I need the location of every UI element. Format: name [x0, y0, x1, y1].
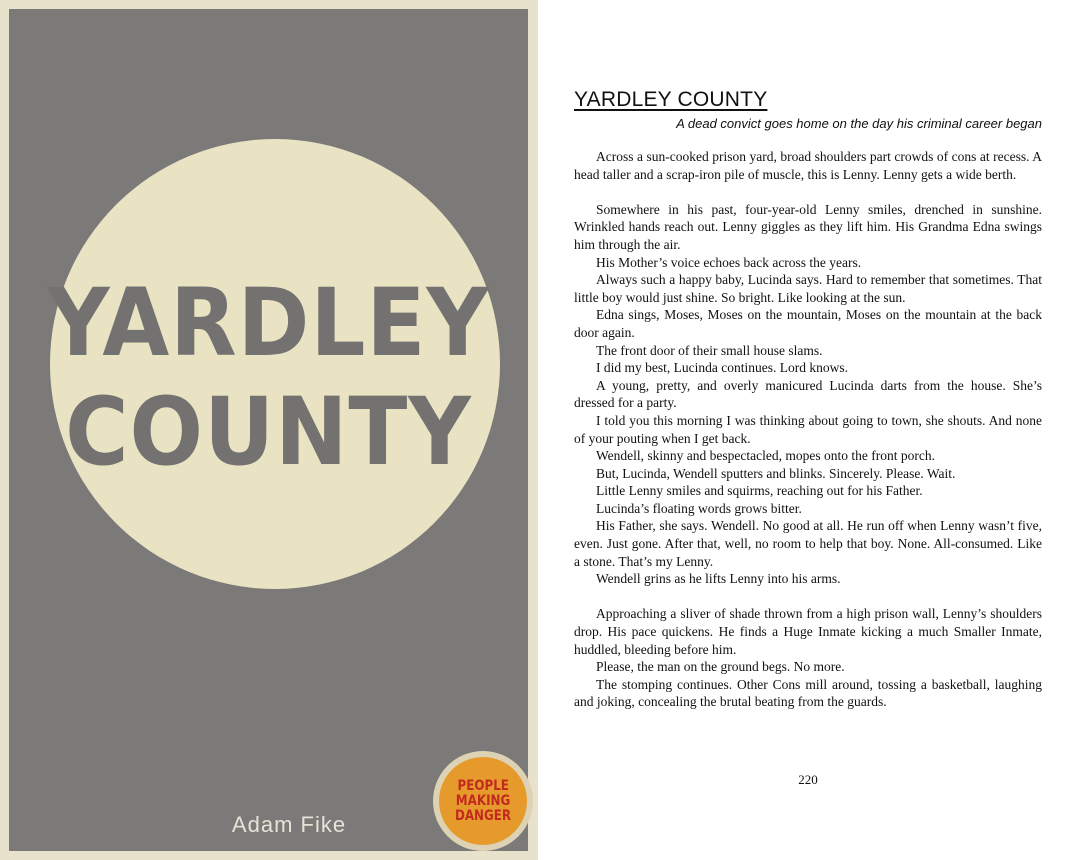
page-number: 220	[798, 772, 818, 787]
page-subtitle: A dead convict goes home on the day his criminal career began	[676, 116, 1042, 131]
cover-title-line2: COUNTY	[65, 378, 472, 487]
cover-title-line1: YARDLEY	[47, 269, 490, 378]
cover-author: Adam Fike	[231, 812, 347, 837]
book-page	[538, 0, 1080, 860]
paragraph: Wendell grins as he lifts Lenny into his arms.	[596, 571, 841, 587]
paragraph: Wendell, skinny and bespectacled, mopes onto the front porch.	[596, 448, 935, 464]
paragraph: Somewhere in his past, four-year-old Lenny smiles, drenched in sunshine. Wrinkled hands reach out. Lenny giggles as they lift him. His Grandma Edna swings him through the air.	[574, 201, 1042, 252]
paragraph: But, Lucinda, Wendell sputters and blinks. Sincerely. Please. Wait.	[596, 465, 956, 481]
paragraph: Approaching a sliver of shade thrown from a high prison wall, Lenny’s shoulders drop. His pace quickens. He finds a Huge Inmate kicking a much Smaller Inmate, huddled, bleeding before him.	[574, 606, 1042, 657]
cover-panel	[9, 9, 528, 851]
page-title: YARDLEY COUNTY	[574, 88, 768, 111]
paragraph: The stomping continues. Other Cons mill around, tossing a basketball, laughing and joking, concealing the brutal beating from the guards.	[574, 676, 1042, 710]
paragraph: His Father, she says. Wendell. No good at all. He run off when Lenny wasn’t five, even. Just gone. After that, well, no room to help that boy. None. All-consumed. Like a stone. That’s my Lenny.	[574, 518, 1042, 569]
paragraph: Lucinda’s floating words grows bitter.	[596, 500, 802, 516]
badge-line-1: PEOPLE	[457, 777, 509, 794]
paragraph: I told you this morning I was thinking about going to town, she shouts. And none of your pouting when I get back.	[574, 412, 1042, 446]
paragraph: Across a sun-cooked prison yard, broad shoulders part crowds of cons at recess. A head taller and a scrap-iron pile of muscle, this is Lenny. Lenny gets a wide berth.	[574, 149, 1042, 182]
publisher-badge	[433, 751, 533, 851]
paragraph: Please, the man on the ground begs. No more.	[596, 659, 845, 675]
paragraph: I did my best, Lucinda continues. Lord knows.	[596, 360, 848, 376]
badge-line-3: DANGER	[454, 807, 512, 824]
book-cover	[0, 0, 538, 860]
page-body	[574, 148, 1042, 711]
paragraph: His Mother’s voice echoes back across the years.	[596, 254, 862, 270]
publisher-badge-inner	[439, 757, 527, 845]
paragraph: Always such a happy baby, Lucinda says. Hard to remember that sometimes. That little boy would just shine. So bright. Like looking at the sun.	[574, 272, 1042, 305]
paragraph: Edna sings, Moses, Moses on the mountain, Moses on the mountain at the back door again.	[574, 307, 1042, 340]
paragraph: Little Lenny smiles and squirms, reaching out for his Father.	[596, 483, 923, 499]
badge-line-2: MAKING	[455, 792, 511, 809]
paragraph: The front door of their small house slams.	[596, 342, 823, 358]
paragraph: A young, pretty, and overly manicured Lucinda darts from the house. She’s dressed for a party.	[574, 377, 1042, 411]
